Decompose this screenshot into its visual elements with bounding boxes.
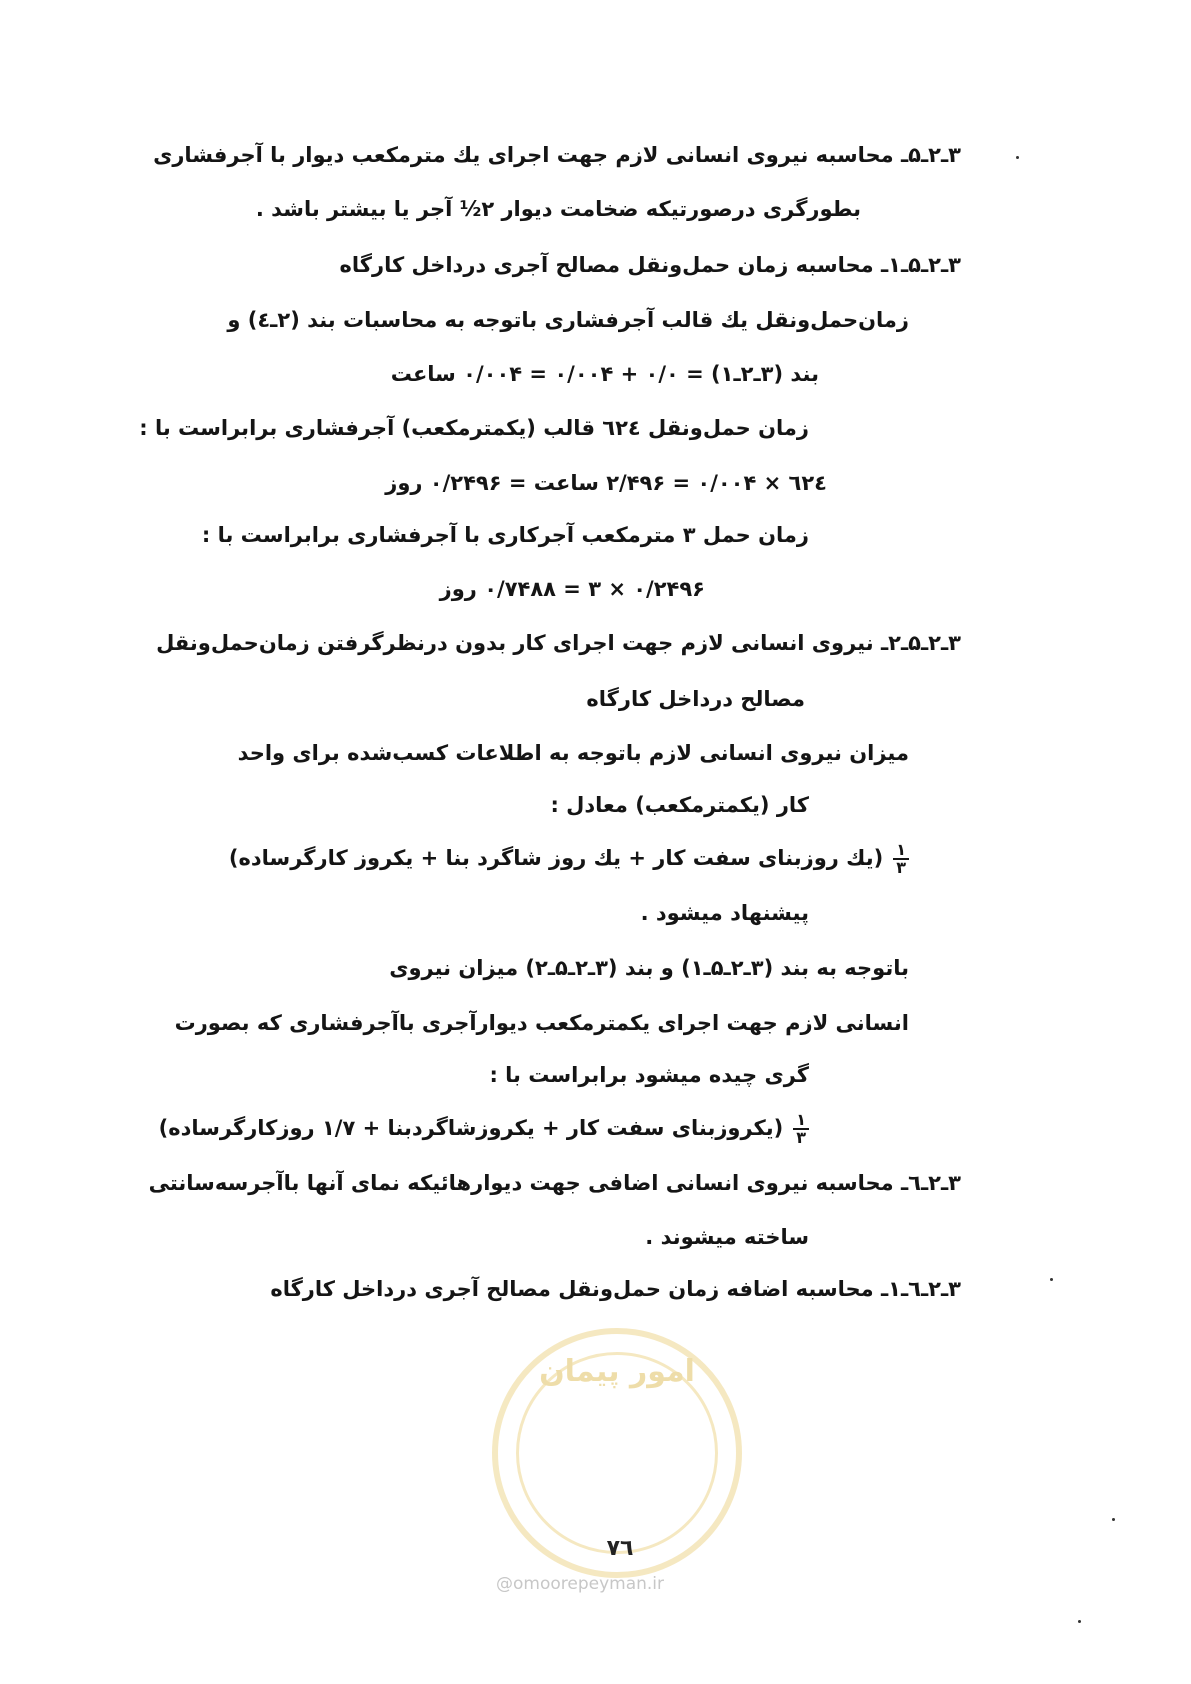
formula-line: ٦۲٤ × ۰/۰۰۴ = ۲/۴۹۶ ساعت = ۰/۲۴۹۶ روز [385,471,827,495]
paragraph-line: كار (یكمترمكعب) معادل : [550,793,809,817]
paragraph-line: زمان‌حمل‌ونقل یك قالب آجرفشاری باتوجه به محاسبات بند (۲ـ٤) و [227,308,909,332]
fraction-text: (یك روزبنای سفت كار + یك روز شاگرد بنا + یكروز كارگرساده) [228,846,884,870]
heading-3-2-6-cont: ساخته میشوند . [645,1225,809,1249]
paragraph-line: زمان حمل ۳ مترمكعب آجركاری با آجرفشاری برابراست با : [201,523,809,547]
fraction: $\frac{۱}{۳}$ [893,842,909,876]
paragraph-line: باتوجه به بند (۳ـ۲ـ۵ـ۱) و بند (۳ـ۲ـ۵ـ۲) میزان نیروی [389,956,909,980]
heading-3-2-5-cont: بطورگری درصورتیكه ضخامت دیوار ۲½ آجر یا بیشتر باشد . [255,197,861,221]
website-watermark: @omoorepeyman.ir [496,1574,665,1594]
fraction: $\frac{۱}{۳}$ [793,1112,809,1146]
heading-3-2-5-1: ۳ـ۲ـ۵ـ۱ـ محاسبه زمان حمل‌ونقل مصالح آجری درداخل كارگاه [339,253,961,277]
paragraph-line: پیشنهاد میشود . [640,901,809,925]
scan-speck [1016,156,1019,159]
scan-speck [1050,1278,1053,1281]
heading-3-2-5-2-cont: مصالح درداخل كارگاه [586,687,805,711]
fraction-line [159,1112,809,1146]
scan-speck [1112,1518,1115,1521]
paragraph-line: زمان حمل‌ونقل ٦۲٤ قالب (یكمترمكعب) آجرفشاری برابراست با : [139,416,809,440]
scan-speck [1078,1620,1081,1623]
heading-3-2-5: ۳ـ۲ـ۵ـ محاسبه نیروی انسانی لازم جهت اجرای یك مترمكعب دیوار با آجرفشاری [153,143,961,167]
formula-line: ۰/۲۴۹۶ × ۳ = ۰/۷۴۸۸ روز [439,577,705,601]
fraction-text: (یكروزبنای سفت كار + یكروزشاگردبنا + ۱/۷ روزكارگرساده) [158,1116,784,1140]
paragraph-line: انسانی لازم جهت اجرای یكمترمكعب دیوارآجری باآجرفشاری كه بصورت [174,1011,909,1035]
paragraph-line: میزان نیروی انسانی لازم باتوجه به اطلاعات كسب‌شده برای واحد [237,741,909,765]
heading-3-2-5-2: ۳ـ۲ـ۵ـ۲ـ نیروی انسانی لازم جهت اجرای كار بدون درنظرگرفتن زمان‌حمل‌ونقل [156,631,961,655]
heading-3-2-6: ۳ـ۲ـ٦ـ محاسبه نیروی انسانی اضافی جهت دیوارهائیكه نمای آنها باآجرسه‌سانتی [148,1171,961,1195]
page-number: ۷٦ [606,1536,634,1561]
fraction-line [229,842,909,876]
paragraph-line: گری چیده میشود برابراست با : [489,1063,809,1087]
watermark-text: امور پیمان [539,1354,695,1389]
heading-3-2-6-1: ۳ـ۲ـ٦ـ۱ـ محاسبه اضافه زمان حمل‌ونقل مصالح آجری درداخل كارگاه [270,1277,961,1301]
formula-line: بند (۳ـ۲ـ۱) = ۰/۰ + ۰/۰۰۴ = ۰/۰۰۴ ساعت [390,362,819,386]
